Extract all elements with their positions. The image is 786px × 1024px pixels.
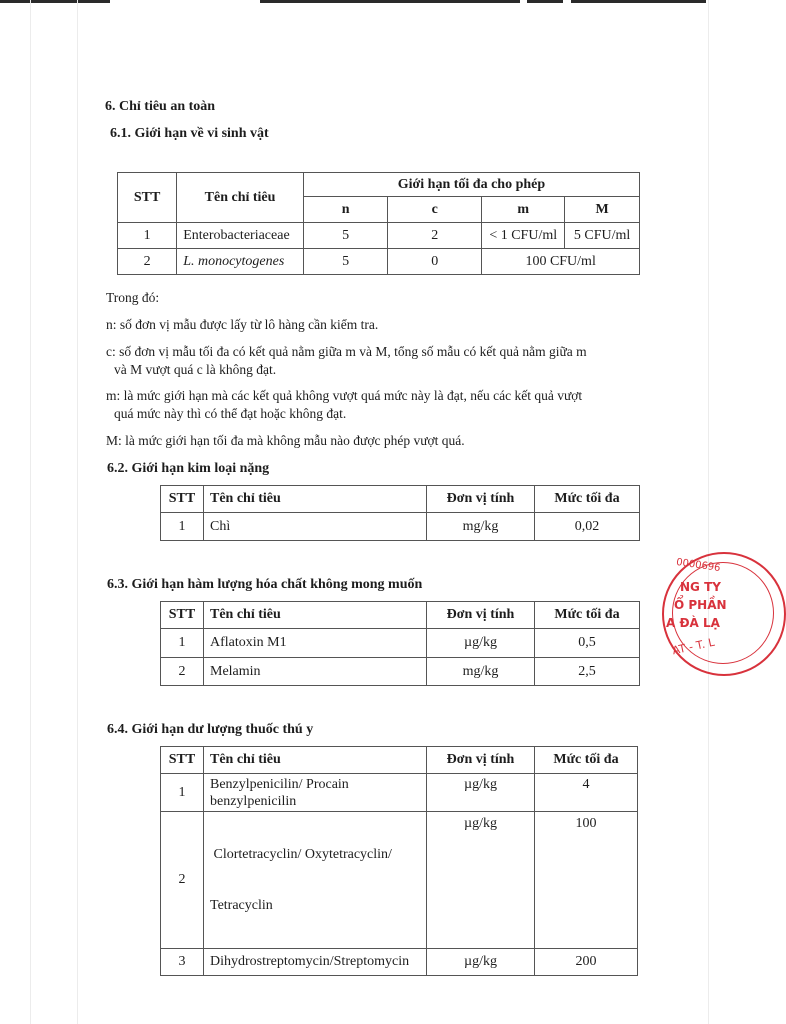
cell-c: 0 [388,249,482,275]
table-row [118,223,640,249]
cell-max: 4 [535,774,638,812]
cell-stt: 1 [118,223,177,249]
cell-stt: 2 [161,658,204,686]
header-m: m [482,197,565,223]
cell-name-line1: Benzylpenicilin/ Procain [210,776,349,792]
table-row [161,658,640,686]
subsection-title-6-1: 6.1. Giới hạn về vi sinh vật [110,126,269,141]
cell-name [204,774,427,812]
scan-edge-mark [260,0,520,3]
table-row [161,774,638,812]
header-max: Mức tối đa [535,602,640,629]
cell-name: L. monocytogenes [177,249,304,275]
cell-name: Enterobacteriaceae [177,223,304,249]
cell-max: 0,5 [535,629,640,658]
header-name: Tên chỉ tiêu [204,602,427,629]
header-M: M [565,197,640,223]
header-name: Tên chỉ tiêu [204,747,427,774]
table-row [118,249,640,275]
header-name: Tên chỉ tiêu [177,173,304,223]
stamp-bottom-text: AT - T. L [671,635,716,658]
header-stt: STT [118,173,177,223]
cell-stt: 3 [161,949,204,976]
cell-name-line1: Clortetracyclin/ Oxytetracyclin/ [210,847,392,862]
table-row [161,949,638,976]
cell-n: 5 [303,223,387,249]
scan-edge-mark [527,0,563,3]
cell-name: Chì [204,513,427,541]
cell-max: 200 [535,949,638,976]
cell-n: 5 [303,249,387,275]
note-M: M: là mức giới hạn tối đa mà không mẫu nào được phép vượt quá. [106,433,465,448]
cell-max: 2,5 [535,658,640,686]
note-m-line1: m: là mức giới hạn mà các kết quả không vượt quá mức này là đạt, nếu các kết quả vượt [106,388,583,403]
note-c-line2: và M vượt quá c là không đạt. [114,362,277,377]
cell-stt: 2 [161,812,204,949]
cell-name [204,812,427,949]
veterinary-drug-table [160,746,638,976]
cell-name-line2: Tetracyclin [210,898,273,913]
note-n: n: số đơn vị mẫu được lấy từ lô hàng cần kiểm tra. [106,317,379,332]
company-seal-stamp [662,552,786,676]
cell-name-line2: benzylpenicilin [210,793,297,809]
table-row [161,629,640,658]
cell-unit: µg/kg [427,629,535,658]
header-limit-group: Giới hạn tối đa cho phép [303,173,639,197]
header-n: n [303,197,387,223]
cell-c: 2 [388,223,482,249]
stamp-line2: Ổ PHẦN [674,598,727,612]
header-unit: Đơn vị tính [427,602,535,629]
note-c-line1: c: số đơn vị mẫu tối đa có kết quả nằm giữa m và M, tổng số mẫu có kết quả nằm giữa m [106,344,587,359]
subsection-title-6-4: 6.4. Giới hạn dư lượng thuốc thú y [107,722,314,737]
subsection-title-6-3: 6.3. Giới hạn hàm lượng hóa chất không mong muốn [107,577,423,592]
header-max: Mức tối đa [535,747,638,774]
cell-mM: 100 CFU/ml [482,249,640,275]
cell-unit: µg/kg [427,812,535,949]
scan-fold-line [30,0,31,1024]
cell-max: 100 [535,812,638,949]
microbiology-table [117,172,640,275]
header-max: Mức tối đa [535,486,640,513]
header-c: c [388,197,482,223]
scan-fold-line [77,0,78,1024]
cell-name: Dihydrostreptomycin/Streptomycin [204,949,427,976]
scan-edge-mark [571,0,706,3]
subsection-title-6-2: 6.2. Giới hạn kim loại nặng [107,461,270,476]
chemical-table [160,601,640,686]
header-stt: STT [161,486,204,513]
header-unit: Đơn vị tính [427,747,535,774]
section-title: 6. Chỉ tiêu an toàn [105,99,216,114]
header-stt: STT [161,747,204,774]
cell-unit: µg/kg [427,774,535,812]
cell-name: Aflatoxin M1 [204,629,427,658]
scan-edge-mark [0,0,110,3]
cell-max: 0,02 [535,513,640,541]
cell-unit: µg/kg [427,949,535,976]
header-name: Tên chỉ tiêu [204,486,427,513]
note-m-line2: quá mức này thì có thể đạt hoặc không đạt. [114,406,347,421]
table-row [161,812,638,949]
cell-unit: mg/kg [427,513,535,541]
scan-fold-line [708,0,709,1024]
stamp-line3: A ĐÀ LẠ [666,616,720,630]
header-stt: STT [161,602,204,629]
table-row [161,513,640,541]
cell-stt: 1 [161,774,204,812]
cell-stt: 2 [118,249,177,275]
notes-intro: Trong đó: [106,290,160,305]
stamp-line1: NG TY [680,580,721,594]
cell-unit: mg/kg [427,658,535,686]
cell-stt: 1 [161,629,204,658]
cell-M: 5 CFU/ml [565,223,640,249]
heavy-metal-table [160,485,640,541]
cell-m: < 1 CFU/ml [482,223,565,249]
cell-name: Melamin [204,658,427,686]
header-unit: Đơn vị tính [427,486,535,513]
cell-stt: 1 [161,513,204,541]
stamp-number: 0000696 [675,556,722,575]
